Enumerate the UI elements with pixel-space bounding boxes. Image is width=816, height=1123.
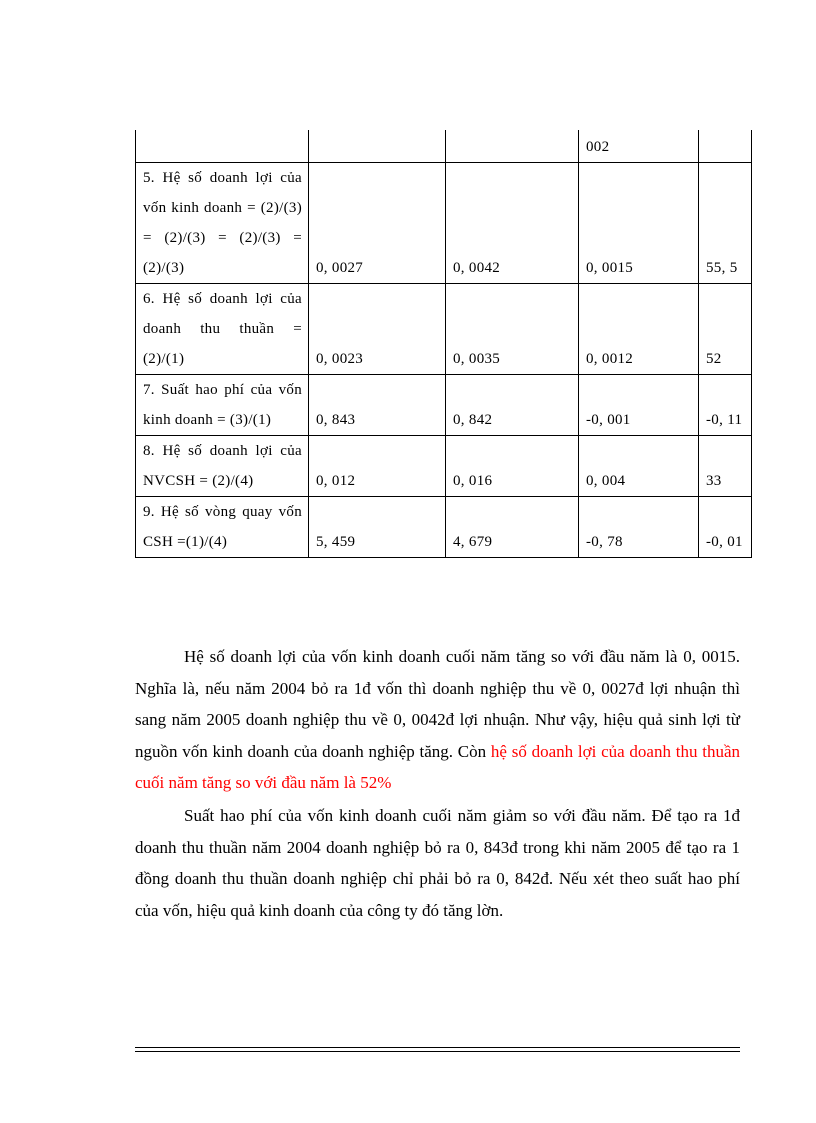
table-row-5 bbox=[136, 163, 752, 284]
table-cell-label bbox=[136, 130, 309, 163]
table-row-continued bbox=[136, 130, 752, 163]
table-cell-2005: 0, 0035 bbox=[446, 284, 579, 375]
financial-ratio-table bbox=[135, 130, 752, 558]
table-cell-pct: 55, 5 bbox=[699, 163, 752, 284]
table-cell-2005: 0, 0042 bbox=[446, 163, 579, 284]
table-cell-label: 9. Hệ số vòng quay vốn CSH =(1)/(4) bbox=[136, 497, 309, 558]
table-cell-2004: 5, 459 bbox=[309, 497, 446, 558]
table-row-9 bbox=[136, 497, 752, 558]
table-cell-diff: 0, 0015 bbox=[579, 163, 699, 284]
footer-double-rule bbox=[135, 1047, 740, 1052]
paragraph-text: Hệ số doanh lợi của vốn kinh doanh cuối năm tăng so với đầu năm là 0, 0015. Nghĩa là, nếu năm 2004 bỏ ra 1đ vốn thì doanh nghiệp thu về 0, 0027đ lợi nhuận thì sang năm 2005 doanh nghiệp thu về 0, 0042đ lợi nhuận. Như vậy, hiệu quả sinh lợi từ nguồn vốn kinh doanh của doanh nghiệp tăng. Còn bbox=[135, 647, 740, 761]
table-cell-pct: -0, 11 bbox=[699, 375, 752, 436]
table-cell-diff: -0, 001 bbox=[579, 375, 699, 436]
table-cell-2004: 0, 843 bbox=[309, 375, 446, 436]
table-cell-2004: 0, 0027 bbox=[309, 163, 446, 284]
table-cell-pct bbox=[699, 130, 752, 163]
table-cell-diff: 002 bbox=[579, 130, 699, 163]
table-cell-2004: 0, 012 bbox=[309, 436, 446, 497]
table-cell-pct: -0, 01 bbox=[699, 497, 752, 558]
paragraph-cost-ratio bbox=[135, 800, 740, 926]
table-cell-pct: 33 bbox=[699, 436, 752, 497]
paragraph-profitability bbox=[135, 641, 740, 799]
table-cell-2005: 4, 679 bbox=[446, 497, 579, 558]
table-cell-2004: 0, 0023 bbox=[309, 284, 446, 375]
table-row-7 bbox=[136, 375, 752, 436]
table-cell-diff: 0, 004 bbox=[579, 436, 699, 497]
table-cell-diff: 0, 0012 bbox=[579, 284, 699, 375]
paragraph-text: Suất hao phí của vốn kinh doanh cuối năm giảm so với đầu năm. Để tạo ra 1đ doanh thu thuần năm 2004 doanh nghiệp bỏ ra 0, 843đ trong khi năm 2005 để tạo ra 1 đồng doanh thu thuần doanh nghiệp chỉ phải bỏ ra 0, 842đ. Nếu xét theo suất hao phí của vốn, hiệu quả kinh doanh của công ty đó tăng lờn. bbox=[135, 806, 740, 920]
table-cell-2005 bbox=[446, 130, 579, 163]
table-row-6 bbox=[136, 284, 752, 375]
table-cell-2004 bbox=[309, 130, 446, 163]
table-cell-label: 8. Hệ số doanh lợi của NVCSH = (2)/(4) bbox=[136, 436, 309, 497]
table-cell-label: 7. Suất hao phí của vốn kinh doanh = (3)/(1) bbox=[136, 375, 309, 436]
table-cell-2005: 0, 842 bbox=[446, 375, 579, 436]
table-row-8 bbox=[136, 436, 752, 497]
table-cell-2005: 0, 016 bbox=[446, 436, 579, 497]
table-cell-diff: -0, 78 bbox=[579, 497, 699, 558]
table-cell-pct: 52 bbox=[699, 284, 752, 375]
highlighted-text: hệ số doanh lợi của doanh thu thuần cuối năm tăng so với đầu năm là 52% bbox=[135, 741, 740, 792]
table-cell-label: 5. Hệ số doanh lợi của vốn kinh doanh = (2)/(3) = (2)/(3) = (2)/(3) = (2)/(3) bbox=[136, 163, 309, 284]
table-cell-label: 6. Hệ số doanh lợi của doanh thu thuần = (2)/(1) bbox=[136, 284, 309, 375]
